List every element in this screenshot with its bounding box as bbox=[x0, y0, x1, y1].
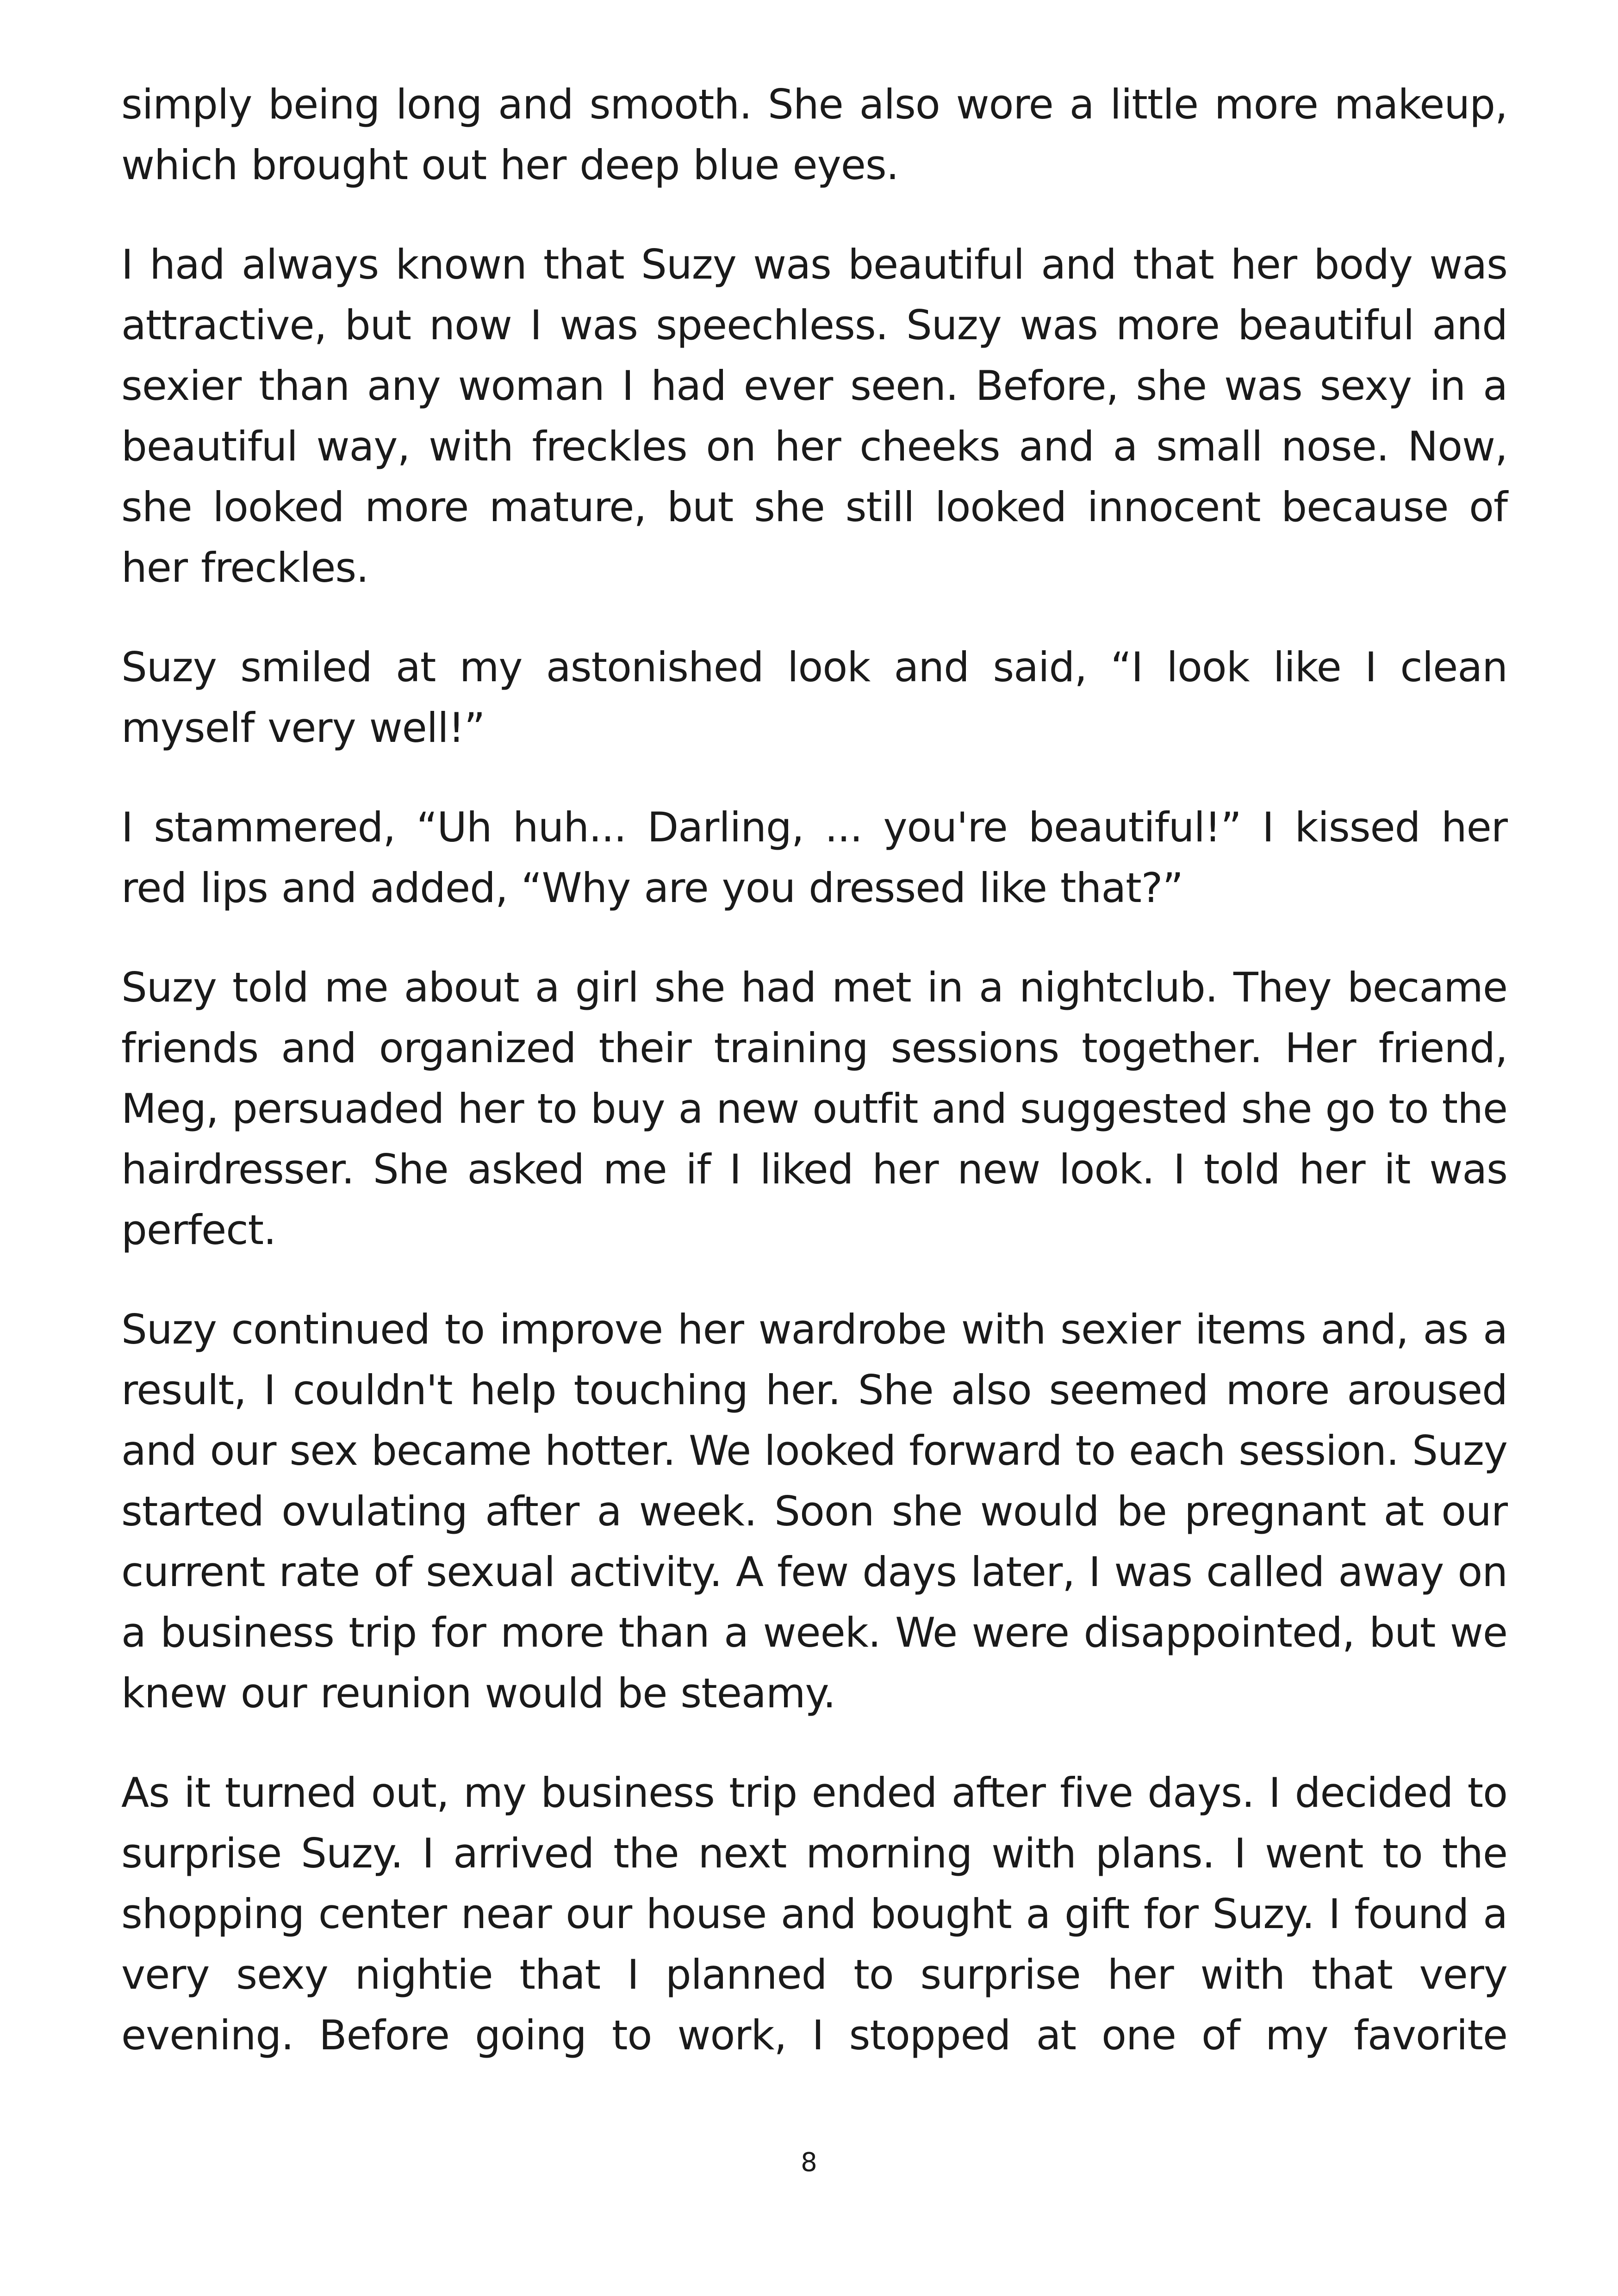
paragraph-6: Suzy continued to improve her wardrobe with sexier items and, as a result, I couldn't help touching her. She also seemed more aroused and our sex became hotter. We looked forward to each session. Suzy started ovulating after a week. Soon she would be pregnant at our current rate of sexual activity. A few days later, I was called away on a business trip for more than a week. We were disappointed, but we knew our reunion would be steamy. bbox=[121, 1306, 1507, 1717]
paragraph-1: simply being long and smooth. She also wore a little more makeup, which brought out her deep blue eyes. bbox=[121, 81, 1507, 189]
paragraph-4: I stammered, “Uh huh... Darling, ... you're beautiful!” I kissed her red lips and added, “Why are you dressed like that?” bbox=[121, 803, 1507, 912]
paragraph-3: Suzy smiled at my astonished look and said, “I look like I clean myself very well!” bbox=[121, 643, 1507, 752]
paragraph-5: Suzy told me about a girl she had met in a nightclub. They became friends and organized their training sessions together. Her friend, Meg, persuaded her to buy a new outfit and suggested she go to the hairdresser. She asked me if I liked her new look. I told her it was perfect. bbox=[121, 964, 1507, 1254]
page-number: 8 bbox=[801, 2147, 817, 2178]
body-text bbox=[121, 74, 1507, 2066]
paragraph-2: I had always known that Suzy was beautiful and that her body was attractive, but now I was speechless. Suzy was more beautiful and sexier than any woman I had ever seen. Before, she was sexy in a beautiful way, with freckles on her cheeks and a small nose. Now, she looked more mature, but she still looked innocent because of her freckles. bbox=[121, 241, 1507, 591]
paragraph-7: As it turned out, my business trip ended after five days. I decided to surprise Suzy. I arrived the next morning with plans. I went to the shopping center near our house and bought a gift for Suzy. I found a very sexy nightie that I planned to surprise her with that very evening. Before going to work, I stopped at one of my favorite bbox=[121, 1769, 1507, 2059]
